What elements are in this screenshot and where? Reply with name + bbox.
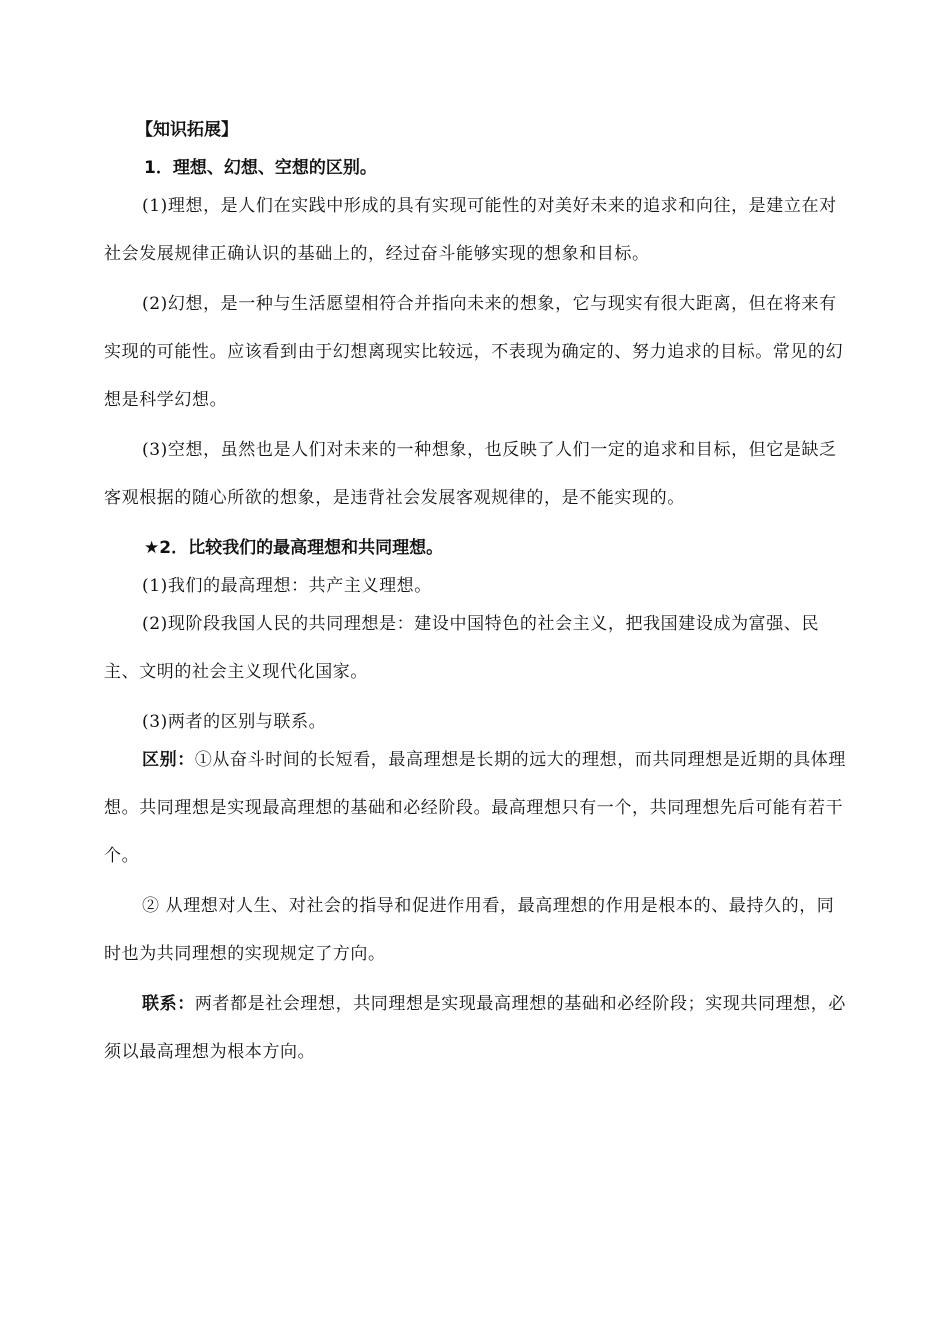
difference-text: ①从奋斗时间的长短看，最高理想是长期的远大的理想，而共同理想是近期的具体理想。共同理想是实现最高理想的基础和必经阶段。最高理想只有一个，共同理想先后可能有若干个。 [104, 750, 847, 866]
paragraph-ideal: (1)理想，是人们在实践中形成的具有实现可能性的对美好未来的追求和向往，是建立在对社会发展规律正确认识的基础上的，经过奋斗能够实现的想象和目标。 [104, 196, 837, 264]
paragraph-relation-intro: (3)两者的区别与联系。 [142, 712, 327, 732]
difference-label: 区别： [142, 750, 195, 770]
paragraph-connection [104, 980, 848, 1076]
paragraph-common-ideal: (2)现阶段我国人民的共同理想是：建设中国特色的社会主义，把我国建设成为富强、民主、文明的社会主义现代化国家。 [104, 614, 820, 682]
connection-label: 联系： [142, 994, 195, 1014]
paragraph-difference [104, 736, 848, 880]
heading-compare: ★2．比较我们的最高理想和共同理想。 [144, 538, 444, 558]
connection-text: 两者都是社会理想，共同理想是实现最高理想的基础和必经阶段；实现共同理想，必须以最高理想为根本方向。 [104, 994, 847, 1062]
paragraph-fantasy: (2)幻想，是一种与生活愿望相符合并指向未来的想象，它与现实有很大距离，但在将来有实现的可能性。应该看到由于幻想离现实比较远，不表现为确定的、努力追求的目标。常见的幻想是科学幻想。 [104, 294, 844, 410]
paragraph-highest-ideal: (1)我们的最高理想：共产主义理想。 [142, 576, 432, 596]
document-page [104, 118, 848, 1090]
heading-distinction: 1．理想、幻想、空想的区别。 [144, 158, 377, 178]
paragraph-illusion: (3)空想，虽然也是人们对未来的一种想象，也反映了人们一定的追求和目标，但它是缺乏客观根据的随心所欲的想象，是违背社会发展客观规律的，是不能实现的。 [104, 440, 837, 508]
section-title: 【知识拓展】 [136, 120, 238, 140]
paragraph-difference-2: ② 从理想对人生、对社会的指导和促进作用看，最高理想的作用是根本的、最持久的，同时也为共同理想的实现规定了方向。 [104, 896, 835, 964]
